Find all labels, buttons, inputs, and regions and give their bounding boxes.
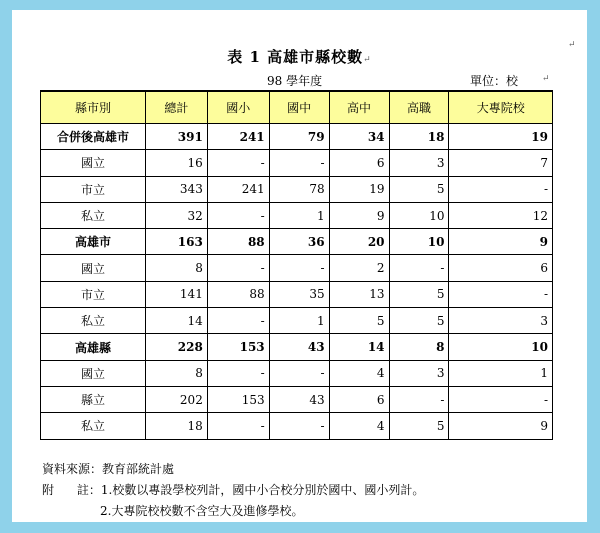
table-row <box>41 334 553 360</box>
table-cell: - <box>389 386 449 412</box>
table-cell: 18 <box>389 124 449 150</box>
table-cell: - <box>207 413 269 439</box>
table-cell: 10 <box>449 334 553 360</box>
table-cell: 153 <box>207 386 269 412</box>
table-row <box>41 281 553 307</box>
table-cell: 5 <box>329 308 389 334</box>
row-label: 國立 <box>41 360 146 386</box>
table-cell: - <box>269 360 329 386</box>
table-cell: 391 <box>146 124 208 150</box>
table-cell: 5 <box>389 281 449 307</box>
footnote-2: 2.大專院校校數不含空大及進修學校。 <box>100 504 304 518</box>
title-text: 表 1 高雄市縣校數 <box>227 48 364 66</box>
table-row <box>41 124 553 150</box>
table-cell: 14 <box>329 334 389 360</box>
table-row <box>41 386 553 412</box>
table-cell: 3 <box>449 308 553 334</box>
row-label: 國立 <box>41 150 146 176</box>
table-cell: - <box>207 308 269 334</box>
paragraph-mark-icon: ↵ <box>363 55 372 65</box>
source-note: 資料來源：教育部統計處 <box>42 462 175 476</box>
table-cell: 8 <box>389 334 449 360</box>
table-row <box>41 150 553 176</box>
table-cell: 1 <box>269 202 329 228</box>
table-cell: 241 <box>207 124 269 150</box>
table-cell: - <box>207 360 269 386</box>
row-label: 私立 <box>41 413 146 439</box>
table-cell: 1 <box>269 308 329 334</box>
table-cell: - <box>207 150 269 176</box>
table-cell: - <box>269 150 329 176</box>
table-cell: 43 <box>269 386 329 412</box>
table-cell: 202 <box>146 386 208 412</box>
table-cell: 163 <box>146 229 208 255</box>
column-header: 高職 <box>389 91 449 124</box>
row-label: 市立 <box>41 281 146 307</box>
school-year: 98 學年度 <box>267 74 323 88</box>
table-cell: 241 <box>207 176 269 202</box>
table-cell: 10 <box>389 202 449 228</box>
table-cell: 19 <box>329 176 389 202</box>
table-cell: - <box>449 176 553 202</box>
table-cell: 6 <box>329 386 389 412</box>
table-cell: 4 <box>329 360 389 386</box>
table-row <box>41 176 553 202</box>
table-cell: 32 <box>146 202 208 228</box>
row-label: 合併後高雄市 <box>41 124 146 150</box>
table-cell: 88 <box>207 281 269 307</box>
table-cell: - <box>449 281 553 307</box>
row-label: 縣立 <box>41 386 146 412</box>
column-header: 縣市別 <box>41 91 146 124</box>
table-cell: 10 <box>389 229 449 255</box>
column-header: 大專院校 <box>449 91 553 124</box>
table-cell: - <box>269 413 329 439</box>
table-cell: 43 <box>269 334 329 360</box>
table-row <box>41 202 553 228</box>
paragraph-mark-icon: ↵ <box>568 40 576 50</box>
table-cell: - <box>269 255 329 281</box>
table-cell: 7 <box>449 150 553 176</box>
table-cell: 5 <box>389 308 449 334</box>
unit-label: 單位：校 <box>470 74 519 88</box>
column-header: 高中 <box>329 91 389 124</box>
table-row <box>41 255 553 281</box>
table-cell: 19 <box>449 124 553 150</box>
page-title <box>12 46 587 67</box>
table-cell: - <box>449 386 553 412</box>
table-cell: 6 <box>329 150 389 176</box>
table-cell: 9 <box>329 202 389 228</box>
table-row <box>41 229 553 255</box>
table-cell: - <box>207 202 269 228</box>
table-cell: 5 <box>389 176 449 202</box>
column-header: 國中 <box>269 91 329 124</box>
row-label: 私立 <box>41 202 146 228</box>
column-header: 總計 <box>146 91 208 124</box>
table-cell: 228 <box>146 334 208 360</box>
table-cell: 6 <box>449 255 553 281</box>
table-cell: 141 <box>146 281 208 307</box>
footnote-1: 附 註：1.校數以專設學校列計，國中小合校分別於國中、國小列計。 <box>42 483 425 497</box>
table-cell: 4 <box>329 413 389 439</box>
notes <box>42 459 424 522</box>
table-cell: 343 <box>146 176 208 202</box>
table-cell: 14 <box>146 308 208 334</box>
table-row <box>41 360 553 386</box>
table-cell: 153 <box>207 334 269 360</box>
table-row <box>41 413 553 439</box>
table-cell: 9 <box>449 229 553 255</box>
schools-table <box>40 90 553 440</box>
table-cell: 18 <box>146 413 208 439</box>
table-cell: 2 <box>329 255 389 281</box>
table-cell: 9 <box>449 413 553 439</box>
row-label: 市立 <box>41 176 146 202</box>
row-label: 高雄縣 <box>41 334 146 360</box>
column-header: 國小 <box>207 91 269 124</box>
paragraph-mark-icon: ↵ <box>542 74 550 84</box>
table-cell: 36 <box>269 229 329 255</box>
header-row <box>41 91 553 124</box>
table-cell: 78 <box>269 176 329 202</box>
table-cell: 88 <box>207 229 269 255</box>
table-cell: 16 <box>146 150 208 176</box>
table-cell: 3 <box>389 360 449 386</box>
table-cell: 34 <box>329 124 389 150</box>
row-label: 國立 <box>41 255 146 281</box>
table-cell: 1 <box>449 360 553 386</box>
document-page <box>12 10 587 522</box>
table-cell: 35 <box>269 281 329 307</box>
table-cell: 13 <box>329 281 389 307</box>
table-cell: 12 <box>449 202 553 228</box>
table-cell: 3 <box>389 150 449 176</box>
table-cell: 8 <box>146 360 208 386</box>
table-cell: 20 <box>329 229 389 255</box>
table-cell: - <box>389 255 449 281</box>
row-label: 私立 <box>41 308 146 334</box>
table-cell: 5 <box>389 413 449 439</box>
table-row <box>41 308 553 334</box>
table-cell: 79 <box>269 124 329 150</box>
row-label: 高雄市 <box>41 229 146 255</box>
table-cell: - <box>207 255 269 281</box>
table-cell: 8 <box>146 255 208 281</box>
